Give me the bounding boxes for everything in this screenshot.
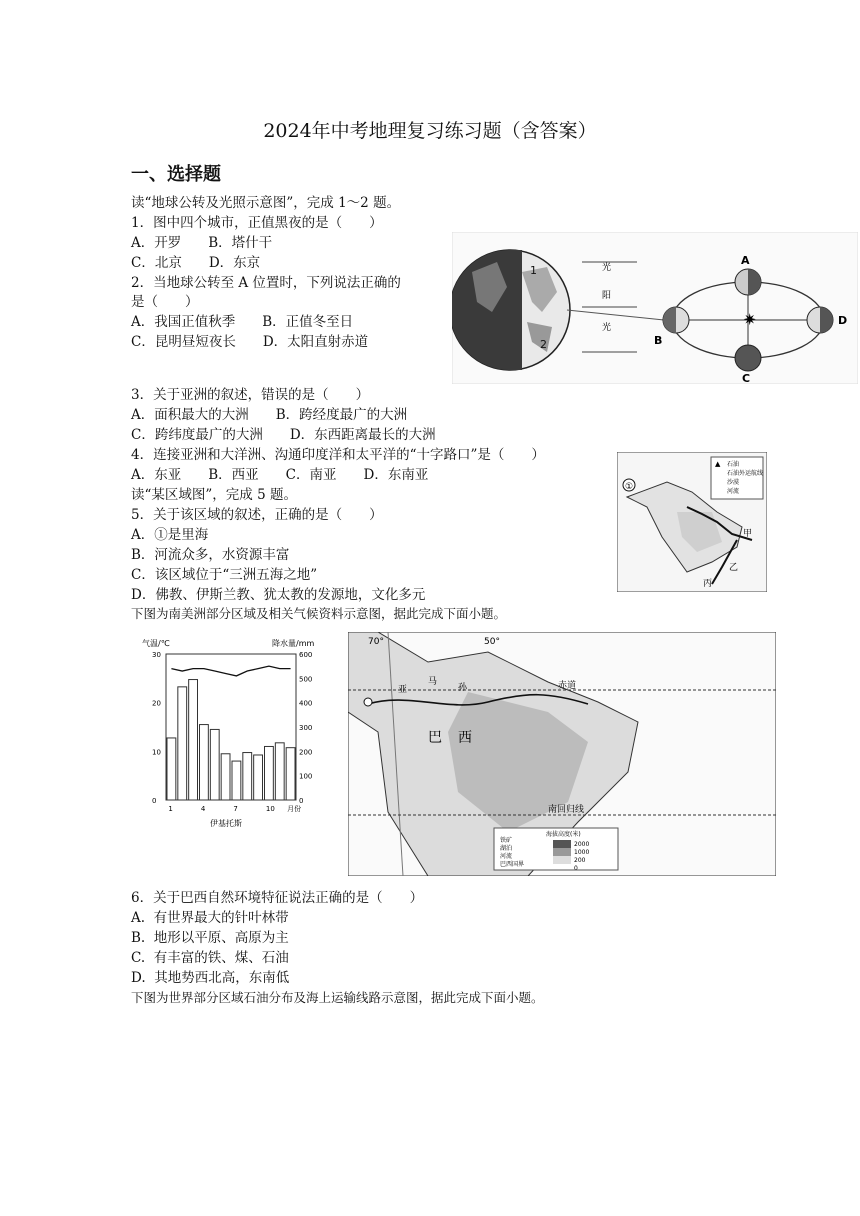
question-intro: 读“某区域图”，完成 5 题。 — [131, 487, 297, 503]
precip-bar — [200, 725, 209, 800]
svg-text:①: ① — [625, 482, 634, 492]
question-5: 5．关于该区域的叙述，正确的是（ ） — [131, 507, 383, 523]
y-right-tick-label: 100 — [299, 772, 313, 781]
svg-text:气温/℃: 气温/℃ — [142, 639, 170, 648]
question-1: 1．图中四个城市，正值黑夜的是（ ） — [131, 215, 383, 231]
question-6: 6．关于巴西自然环境特征说法正确的是（ ） — [131, 890, 424, 906]
svg-text:伊基托斯: 伊基托斯 — [210, 819, 242, 828]
option-line: A．东亚 B．西亚 C．南亚 D．东南亚 — [131, 467, 429, 483]
question-2: 2．当地球公转至 A 位置时，下列说法正确的 — [131, 275, 401, 291]
page-title: 2024年中考地理复习练习题（含答案） — [263, 120, 597, 142]
y-right-tick-label: 600 — [299, 651, 313, 659]
svg-text:巴西国界: 巴西国界 — [500, 861, 525, 868]
precip-bar — [243, 753, 252, 800]
svg-text:石油外运航线: 石油外运航线 — [727, 470, 764, 477]
option-line: B．河流众多，水资源丰富 — [131, 547, 290, 563]
svg-text:降水量/mm: 降水量/mm — [272, 639, 315, 648]
option-line: D. 其地势西北高，东南低 — [131, 970, 290, 986]
option-line: C．昆明昼短夜长 D．太阳直射赤道 — [131, 334, 369, 350]
svg-text:孙: 孙 — [458, 683, 468, 693]
svg-text:湖泊: 湖泊 — [500, 845, 513, 852]
option-line: A．开罗 B．塔什干 — [131, 235, 273, 251]
precip-bar — [265, 746, 274, 800]
svg-text:沙漠: 沙漠 — [727, 479, 740, 486]
earth-revolution-figure — [452, 232, 858, 384]
svg-text:河流: 河流 — [727, 488, 740, 495]
climate-chart — [140, 632, 320, 832]
y-right-tick-label: 200 — [299, 748, 313, 757]
option-line: D．佛教、伊斯兰教、犹太教的发源地，文化多元 — [131, 587, 426, 603]
option-line: B. 地形以平原、高原为主 — [131, 930, 289, 946]
svg-text:2000: 2000 — [574, 841, 590, 848]
svg-text:铁矿: 铁矿 — [500, 837, 513, 844]
precip-bar — [221, 754, 230, 800]
y-left-tick-label: 0 — [152, 797, 157, 805]
question-intro: 读“地球公转及光照示意图”，完成 1～2 题。 — [131, 195, 401, 211]
option-line: A. 有世界最大的针叶林带 — [131, 910, 289, 926]
svg-text:0: 0 — [574, 865, 578, 872]
precip-bar — [178, 687, 187, 800]
svg-text:1000: 1000 — [574, 849, 590, 856]
svg-text:70°: 70° — [368, 637, 384, 647]
y-left-tick-label: 30 — [152, 651, 161, 659]
precip-bar — [232, 761, 241, 800]
svg-text:▲: ▲ — [715, 460, 721, 468]
region-map-figure — [617, 452, 767, 592]
question-4: 4．连接亚洲和大洋洲、沟通印度洋和太平洋的“十字路口”是（ ） — [131, 447, 545, 463]
svg-text:南回归线: 南回归线 — [548, 805, 585, 815]
svg-text:海拔高度(米): 海拔高度(米) — [546, 831, 581, 838]
svg-text:甲: 甲 — [743, 529, 753, 539]
precip-bar — [275, 743, 284, 800]
x-tick-label: 1 — [168, 805, 173, 813]
svg-text:2: 2 — [540, 338, 547, 351]
svg-text:石油: 石油 — [727, 461, 740, 468]
svg-text:亚: 亚 — [398, 685, 408, 695]
x-tick-label: 10 — [265, 805, 275, 813]
orbit-label-a: A — [741, 254, 750, 267]
sun-icon: ✷ — [743, 310, 757, 329]
y-right-tick-label: 400 — [299, 699, 313, 708]
y-right-tick-label: 500 — [299, 675, 313, 684]
y-right-tick-label: 0 — [299, 797, 304, 805]
svg-text:河流: 河流 — [500, 853, 513, 860]
svg-text:乙: 乙 — [729, 563, 739, 573]
orbit-label-b: B — [654, 334, 663, 347]
option-line: C．北京 D．东京 — [131, 255, 261, 271]
x-tick-label: 4 — [200, 805, 206, 813]
question-intro: 下图为世界部分区域石油分布及海上运输线路示意图，据此完成下面小题。 — [131, 990, 544, 1005]
svg-text:丙: 丙 — [703, 579, 713, 589]
option-line: A．我国正值秋季 B．正值冬至日 — [131, 314, 354, 330]
orbit-label-c: C — [742, 372, 751, 384]
x-tick-label: 7 — [233, 805, 238, 813]
option-line: A．面积最大的大洲 B．跨经度最广的大洲 — [131, 407, 408, 423]
svg-text:200: 200 — [574, 857, 586, 864]
option-line: C. 有丰富的铁、煤、石油 — [131, 950, 289, 966]
svg-text:光: 光 — [602, 323, 612, 333]
option-line: C．该区域位于“三洲五海之地” — [131, 567, 318, 583]
y-left-tick-label: 20 — [152, 699, 161, 708]
svg-text:1: 1 — [530, 264, 537, 277]
y-right-tick-label: 300 — [299, 724, 313, 732]
question-3: 3．关于亚洲的叙述，错误的是（ ） — [131, 387, 370, 403]
precip-bar — [210, 729, 219, 800]
svg-text:光: 光 — [602, 263, 612, 273]
precip-bar — [254, 755, 263, 800]
svg-text:50°: 50° — [484, 637, 500, 647]
precip-bar — [189, 680, 198, 800]
y-left-tick-label: 10 — [152, 748, 161, 757]
section-heading: 一、选择题 — [131, 164, 221, 185]
question-intro: 下图为南美洲部分区域及相关气候资料示意图，据此完成下面小题。 — [131, 606, 507, 621]
precip-bar — [286, 748, 295, 800]
svg-text:西: 西 — [458, 730, 472, 746]
south-america-map — [348, 632, 776, 876]
svg-text:阳: 阳 — [602, 291, 612, 301]
option-line: A．①是里海 — [131, 527, 209, 543]
precip-bar — [167, 738, 176, 800]
x-tick-label: 月份 — [287, 805, 302, 813]
svg-text:赤道: 赤道 — [558, 681, 577, 691]
svg-text:马: 马 — [428, 677, 438, 687]
option-line: C．跨纬度最广的大洲 D．东西距离最长的大洲 — [131, 427, 436, 443]
orbit-label-d: D — [838, 314, 848, 327]
svg-text:巴: 巴 — [428, 730, 442, 746]
question-2-cont: 是（ ） — [131, 294, 199, 310]
